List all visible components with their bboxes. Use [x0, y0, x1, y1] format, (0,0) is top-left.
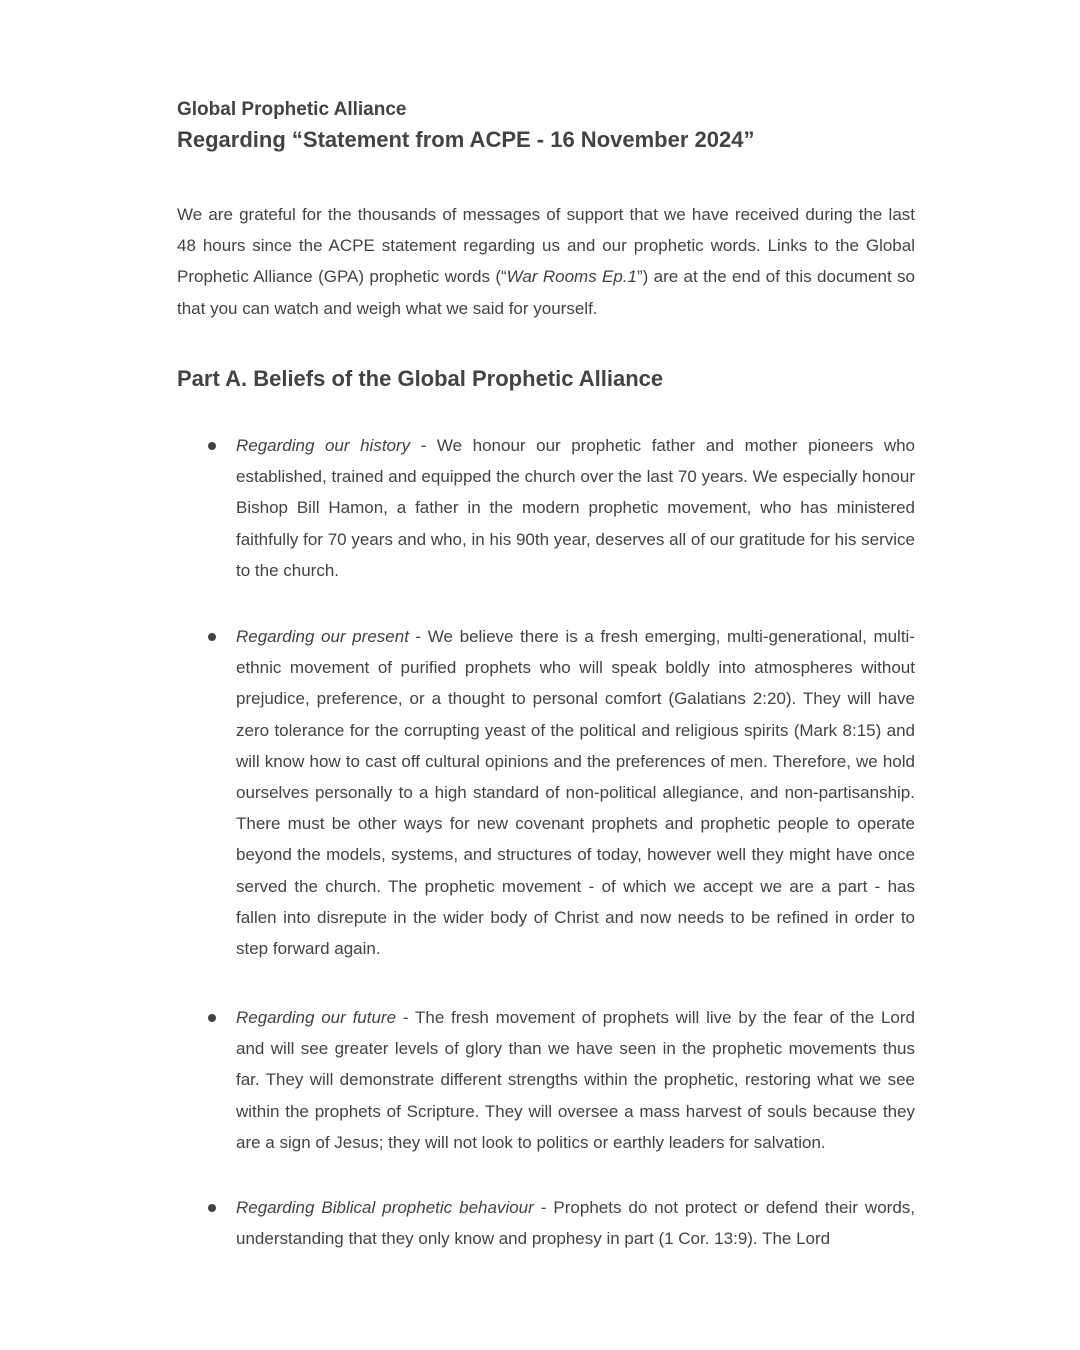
- list-item-text: [236, 430, 915, 586]
- list-item-label: Regarding our future: [236, 1008, 397, 1027]
- bullet-icon: [208, 1014, 216, 1022]
- list-item-text: [236, 1002, 915, 1158]
- list-item-body: - The fresh movement of prophets will live by the fear of the Lord and will see greater levels of glory than we have seen in the prophetic movements thus far. They will demonstrate different strengths within the prophetic, restoring what we see within the prophets of Scripture. They will oversee a mass harvest of souls because they are a sign of Jesus; they will not look to politics or earthly leaders for salvation.: [236, 1008, 915, 1152]
- bullet-icon: [208, 442, 216, 450]
- list-item-label: Regarding our present: [236, 627, 409, 646]
- intro-text-start: We are grateful for the thousands of messages of support that we have received during the last 48 hours since the ACPE statement regarding us and our prophetic words. Links to the Global Prophetic Alliance (GPA) prophetic words (“: [177, 205, 915, 287]
- list-item-label: Regarding Biblical prophetic behaviour: [236, 1198, 534, 1217]
- list-item-body: - We believe there is a fresh emerging, multi-generational, multi-ethnic movement of purified prophets who will speak boldly into atmospheres without prejudice, preference, or a thought to personal comfort (Galatians 2:20). They will have zero tolerance for the corrupting yeast of the political and religious spirits (Mark 8:15) and will know how to cast off cultural opinions and the preferences of men. Therefore, we hold ourselves personally to a high standard of non-political allegiance, and non-partisanship. There must be other ways for new covenant prophets and prophetic people to operate beyond the models, systems, and structures of today, however well they might have once served the church. The prophetic movement - of which we accept we are a part - has fallen into disrepute in the wider body of Christ and now needs to be refined in order to step forward again.: [236, 627, 915, 959]
- intro-italic-title: War Rooms Ep.1: [506, 267, 637, 287]
- list-item-text: [236, 621, 915, 964]
- list-item-label: Regarding our history: [236, 436, 411, 455]
- intro-text-end: ”) are at the end of this document so that you can watch and weigh what we said for yourself.: [177, 267, 915, 318]
- list-item-body: - Prophets do not protect or defend their words, understanding that they only know and prophesy in part (1 Cor. 13:9). The Lord: [236, 1198, 915, 1249]
- list-item-body: - We honour our prophetic father and mother pioneers who established, trained and equipped the church over the last 70 years. We especially honour Bishop Bill Hamon, a father in the modern prophetic movement, who has ministered faithfully for 70 years and who, in his 90th year, deserves all of our gratitude for his service to the church.: [236, 436, 916, 580]
- bullet-icon: [208, 633, 216, 641]
- section-heading: Part A. Beliefs of the Global Prophetic Alliance: [177, 366, 664, 391]
- list-item-text: [236, 1192, 915, 1254]
- document-title: Regarding “Statement from ACPE - 16 November 2024”: [177, 127, 755, 152]
- intro-paragraph: [177, 199, 915, 324]
- organization-name: Global Prophetic Alliance: [177, 99, 407, 120]
- bullet-icon: [208, 1204, 216, 1212]
